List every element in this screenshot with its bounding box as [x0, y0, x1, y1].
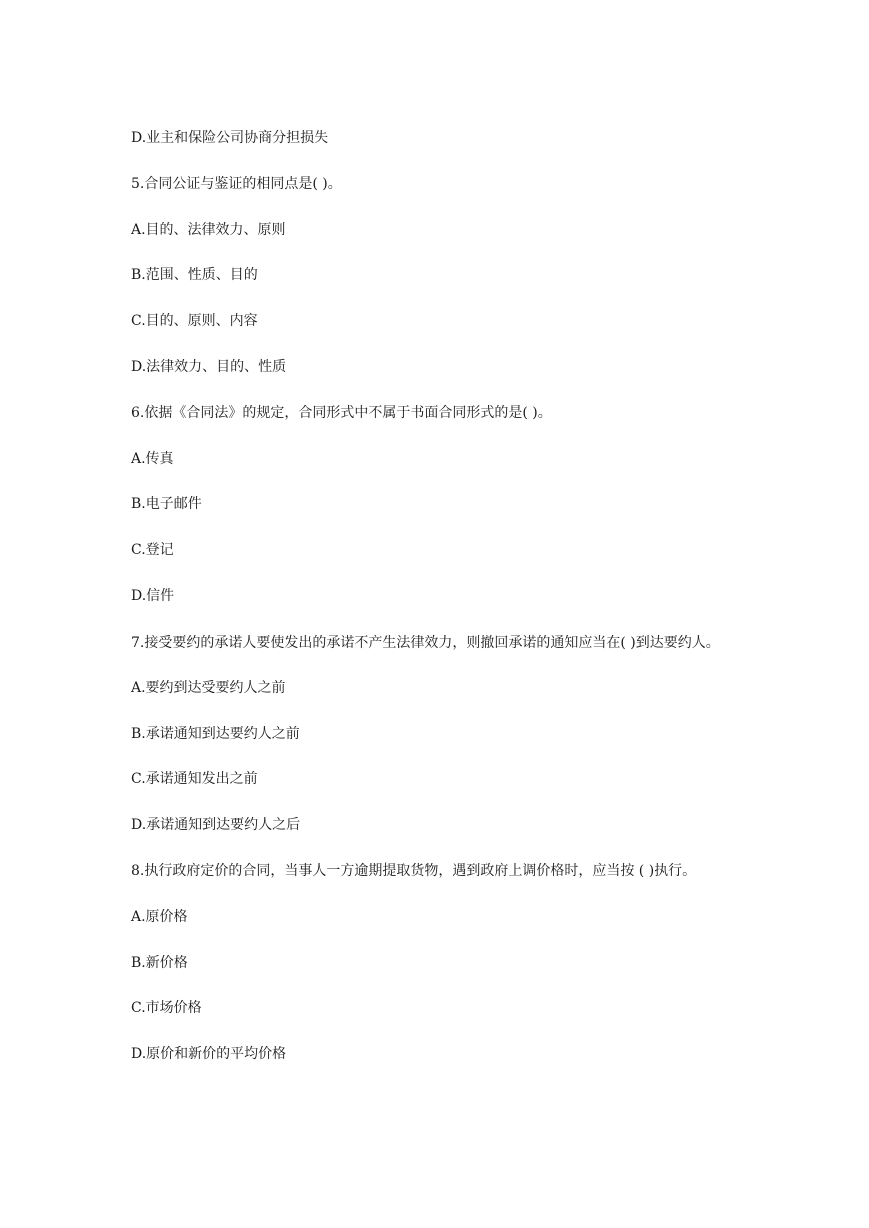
question-5: 5.合同公证与鉴证的相同点是( )。 [131, 175, 342, 192]
option-7a: A.要约到达受要约人之前 [131, 679, 286, 696]
option-6b: B.电子邮件 [131, 496, 202, 513]
option-6a: A.传真 [131, 450, 174, 467]
option-8a: A.原价格 [131, 908, 188, 925]
question-8: 8.执行政府定价的合同，当事人一方逾期提取货物，遇到政府上调价格时，应当按 ( )执行。 [131, 862, 697, 879]
option-5d: D.法律效力、目的、性质 [131, 358, 287, 375]
document-page [131, 128, 751, 1090]
option-7c: C.承诺通知发出之前 [131, 771, 258, 788]
option-5a: A.目的、法律效力、原则 [131, 221, 286, 238]
option-7d: D.承诺通知到达要约人之后 [131, 817, 301, 834]
option-7b: B.承诺通知到达要约人之前 [131, 725, 300, 742]
option-8d: D.原价和新价的平均价格 [131, 1046, 287, 1063]
option-8c: C.市场价格 [131, 1000, 202, 1017]
option-4d: D.业主和保险公司协商分担损失 [131, 130, 329, 146]
option-8b: B.新价格 [131, 954, 188, 971]
question-6: 6.依据《合同法》的规定，合同形式中不属于书面合同形式的是( )。 [131, 404, 552, 421]
option-5c: C.目的、原则、内容 [131, 313, 258, 330]
option-6d: D.信件 [131, 587, 175, 604]
option-6c: C.登记 [131, 542, 174, 559]
option-5b: B.范围、性质、目的 [131, 267, 258, 284]
question-7: 7.接受要约的承诺人要使发出的承诺不产生法律效力，则撤回承诺的通知应当在( )到达要约人。 [131, 634, 720, 651]
